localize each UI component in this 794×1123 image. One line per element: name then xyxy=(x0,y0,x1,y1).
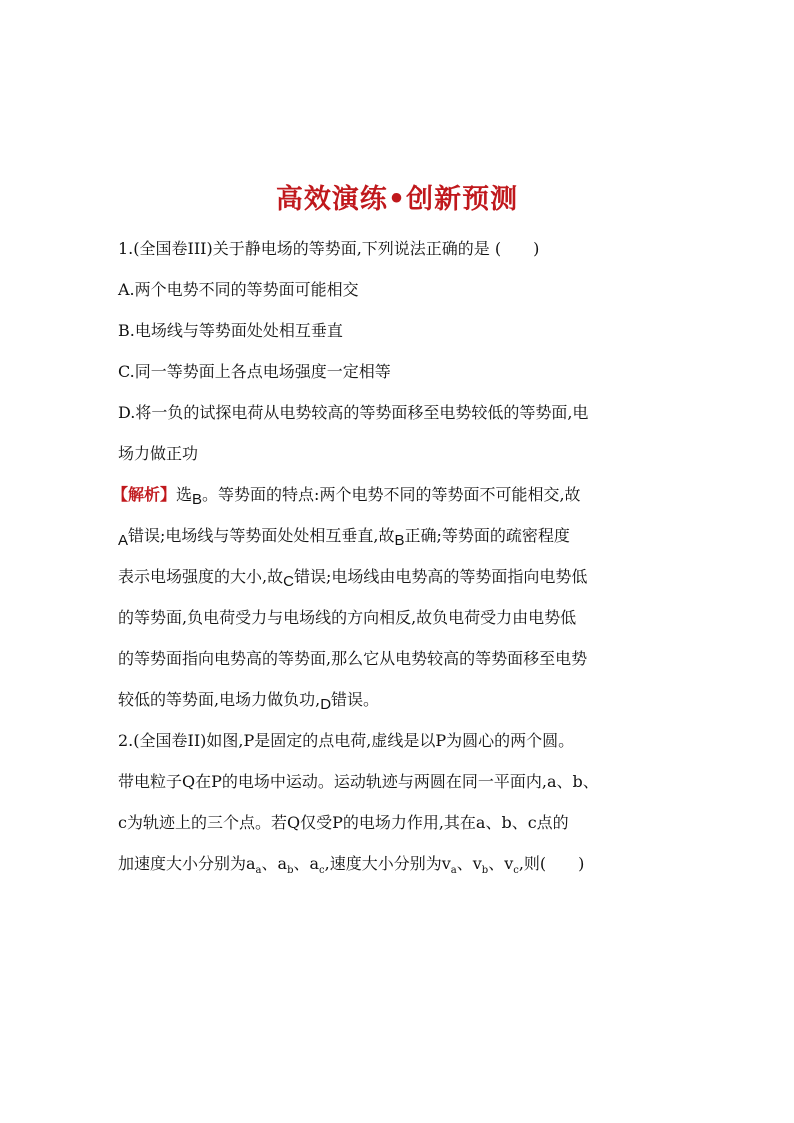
analysis-text: 错误;电场线与等势面处处相互垂直,故 xyxy=(128,526,395,545)
analysis-tag: 【解析】 xyxy=(112,485,177,504)
subscript: c xyxy=(513,865,519,877)
answer-letter: A xyxy=(118,532,129,549)
question-2-line-3: c为轨迹上的三个点。若Q仅受P的电场力作用,其在a、b、c点的 xyxy=(118,813,569,832)
subscript: a xyxy=(450,865,457,877)
question-2-text: 、a xyxy=(261,854,288,873)
analysis-line-2 xyxy=(118,515,678,556)
question-2-text: 、v xyxy=(456,854,482,873)
analysis-text: 错误。 xyxy=(331,690,380,709)
question-1-option-d-continued: 场力做正功 xyxy=(118,444,199,463)
content-body xyxy=(112,228,678,884)
question-1-stem: 1.(全国卷III)关于静电场的等势面,下列说法正确的是 ( ) xyxy=(118,239,540,258)
subscript: a xyxy=(255,865,262,877)
question-2-line-2: 带电粒子Q在P的电场中运动。运动轨迹与两圆在同一平面内,a、b、 xyxy=(118,772,599,791)
question-1-option-d: D.将一负的试探电荷从电势较高的等势面移至电势较低的等势面,电 xyxy=(118,403,589,422)
question-2-text: 、v xyxy=(488,854,514,873)
subscript: b xyxy=(287,865,294,877)
question-2-text: 、a xyxy=(293,854,320,873)
question-1-option-b: B.电场线与等势面处处相互垂直 xyxy=(118,321,343,340)
question-2-line-4 xyxy=(118,843,678,884)
page-title: 高效演练•创新预测 xyxy=(275,184,519,215)
analysis-line-6 xyxy=(118,679,678,720)
analysis-text: 表示电场强度的大小,故 xyxy=(118,567,284,586)
analysis-line-1 xyxy=(112,474,678,515)
analysis-text: 。等势面的特点:两个电势不同的等势面不可能相交,故 xyxy=(202,485,581,504)
answer-letter: C xyxy=(283,573,294,590)
subscript: b xyxy=(481,865,489,877)
subscript: c xyxy=(319,865,325,877)
question-1-option-c: C.同一等势面上各点电场强度一定相等 xyxy=(118,362,391,381)
analysis-text: 选 xyxy=(176,485,193,504)
analysis-text: 较低的等势面,电场力做负功, xyxy=(118,690,321,709)
analysis-line-5: 的等势面指向电势高的等势面,那么它从电势较高的等势面移至电势 xyxy=(118,649,588,668)
question-2-text: 加速度大小分别为a xyxy=(118,854,256,873)
analysis-line-3 xyxy=(118,556,678,597)
question-2-line-1: 2.(全国卷II)如图,P是固定的点电荷,虚线是以P为圆心的两个圆。 xyxy=(118,731,575,750)
analysis-text: 正确;等势面的疏密程度 xyxy=(404,526,570,545)
answer-letter: D xyxy=(320,696,332,713)
analysis-line-4: 的等势面,负电荷受力与电场线的方向相反,故负电荷受力由电势低 xyxy=(118,608,577,627)
question-2-text: ,则( ) xyxy=(518,854,585,873)
answer-letter: B xyxy=(192,491,203,508)
analysis-text: 错误;电场线由电势高的等势面指向电势低 xyxy=(293,567,588,586)
answer-letter: B xyxy=(394,532,405,549)
question-2-text: ,速度大小分别为v xyxy=(324,854,451,873)
question-1-option-a: A.两个电势不同的等势面可能相交 xyxy=(118,280,359,299)
